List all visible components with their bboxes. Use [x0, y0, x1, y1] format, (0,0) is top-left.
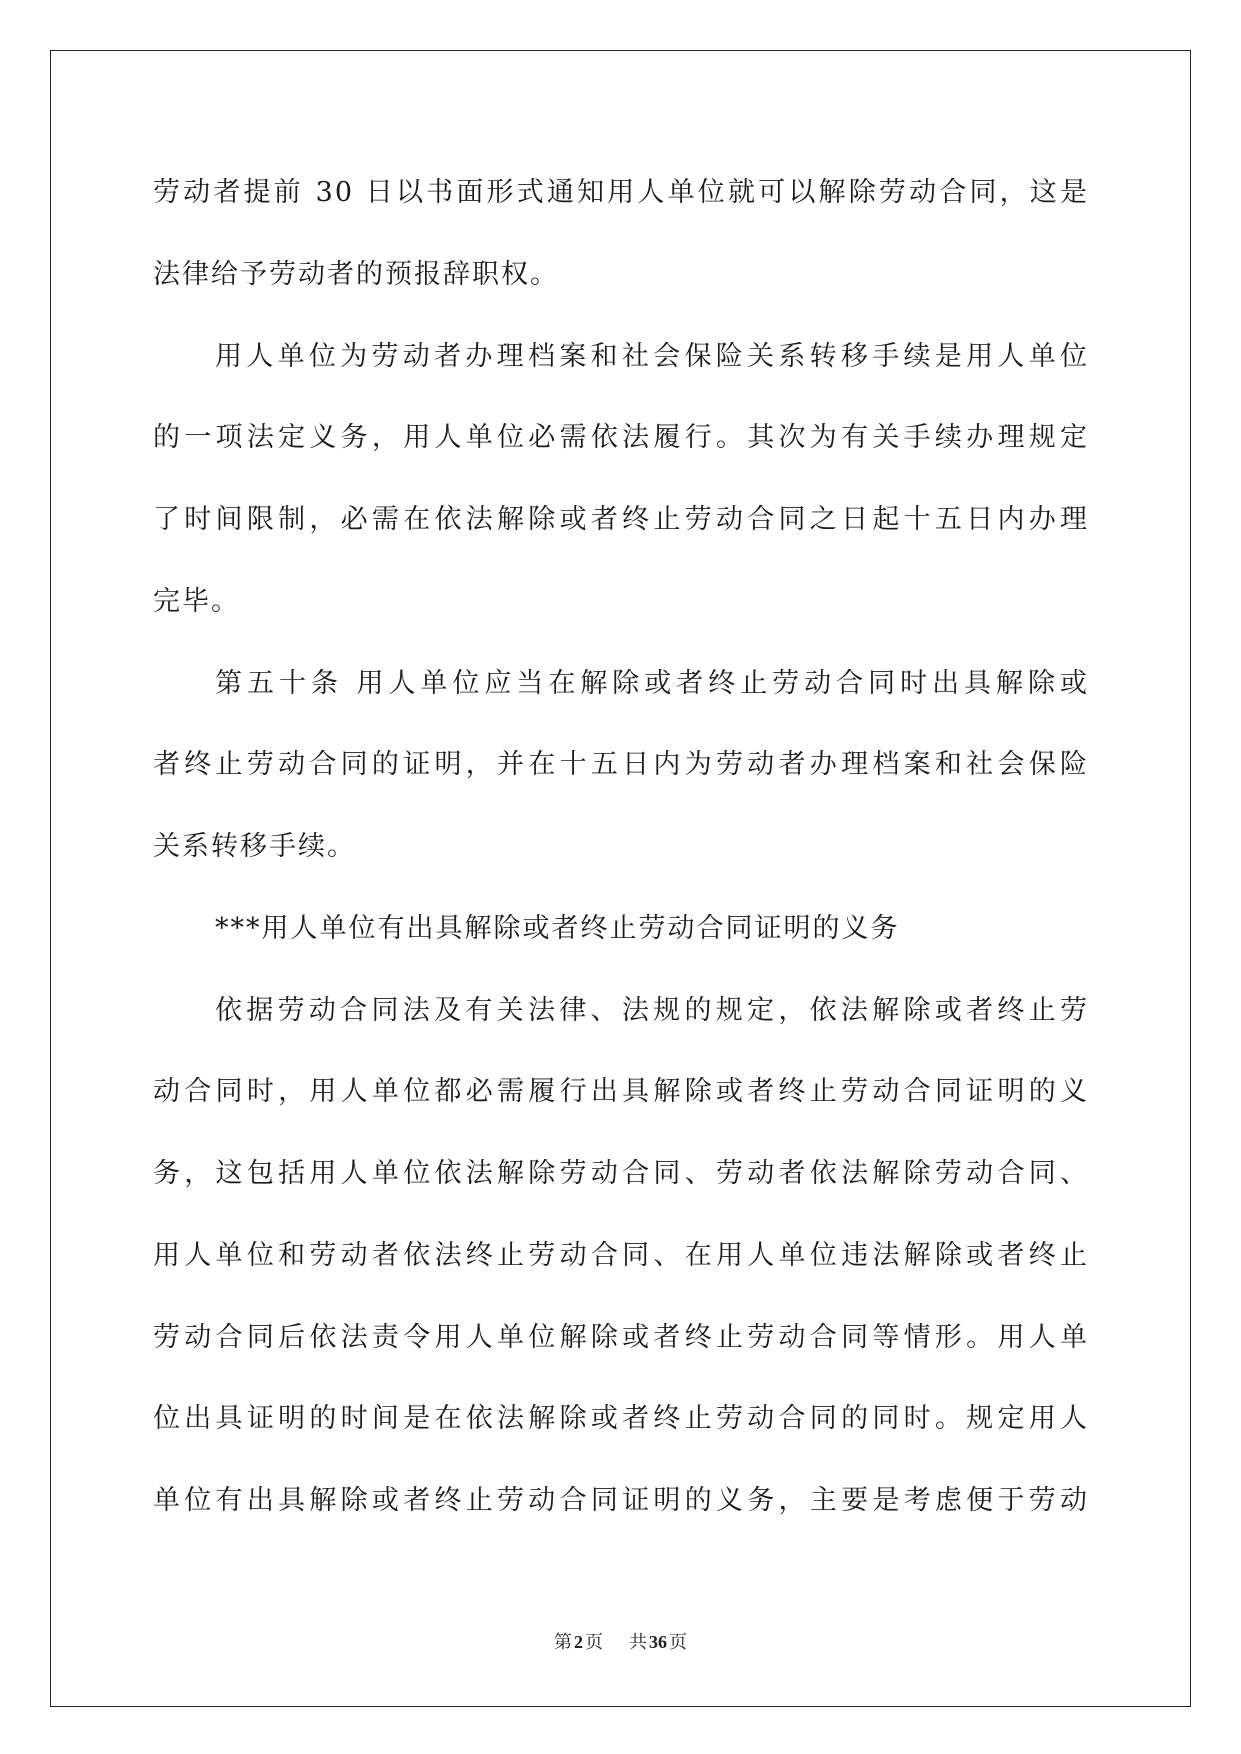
current-page-indicator: [554, 1632, 603, 1652]
text-line: 的一项法定义务，用人单位必需依法履行。其次为有关手续办理规定: [153, 422, 1089, 454]
text-line: 动合同时，用人单位都必需履行出具解除或者终止劳动合同证明的义: [153, 1076, 1089, 1108]
text-line: 劳动合同后依法责令用人单位解除或者终止劳动合同等情形。用人单: [153, 1321, 1089, 1353]
paragraph: [153, 316, 1089, 643]
total-pages-number: 36: [649, 1632, 667, 1652]
text-line: 单位有出具解除或者终止劳动合同证明的义务，主要是考虑便于劳动: [153, 1485, 1089, 1516]
current-page-number: 2: [574, 1632, 583, 1652]
total-pages-suffix: 页: [669, 1632, 687, 1652]
text-line: 者终止劳动合同的证明，并在十五日内为劳动者办理档案和社会保险: [153, 749, 1089, 781]
total-pages-prefix: 共: [629, 1632, 647, 1652]
document-body: [153, 152, 1089, 1542]
paragraph: [153, 970, 1089, 1542]
text-line: 用人单位和劳动者依法终止劳动合同、在用人单位违法解除或者终止: [153, 1239, 1089, 1271]
current-page-prefix: 第: [554, 1632, 572, 1652]
text-line: 关系转移手续。: [153, 831, 356, 862]
text-line: 第五十条 用人单位应当在解除或者终止劳动合同时出具解除或: [215, 667, 1089, 699]
text-line: 务，这包括用人单位依法解除劳动合同、劳动者依法解除劳动合同、: [153, 1158, 1089, 1189]
text-line: 法律给予劳动者的预报辞职权。: [153, 258, 559, 290]
page-footer: [0, 1631, 1241, 1653]
paragraph: [153, 643, 1089, 888]
text-line: 了时间限制，必需在依法解除或者终止劳动合同之日起十五日内办理: [153, 504, 1089, 535]
text-line: 劳动者提前 30 日以书面形式通知用人单位就可以解除劳动合同，这是: [153, 177, 1089, 208]
total-pages-indicator: [629, 1632, 687, 1652]
paragraph: [153, 152, 1089, 316]
text-line: ***用人单位有出具解除或者终止劳动合同证明的义务: [215, 912, 900, 944]
text-line: 位出具证明的时间是在依法解除或者终止劳动合同的同时。规定用人: [153, 1403, 1089, 1435]
text-line: 依据劳动合同法及有关法律、法规的规定，依法解除或者终止劳: [215, 994, 1089, 1026]
text-line: 用人单位为劳动者办理档案和社会保险关系转移手续是用人单位: [215, 340, 1089, 372]
section-heading: [153, 888, 1089, 970]
current-page-suffix: 页: [585, 1632, 603, 1652]
text-line: 完毕。: [153, 585, 240, 617]
